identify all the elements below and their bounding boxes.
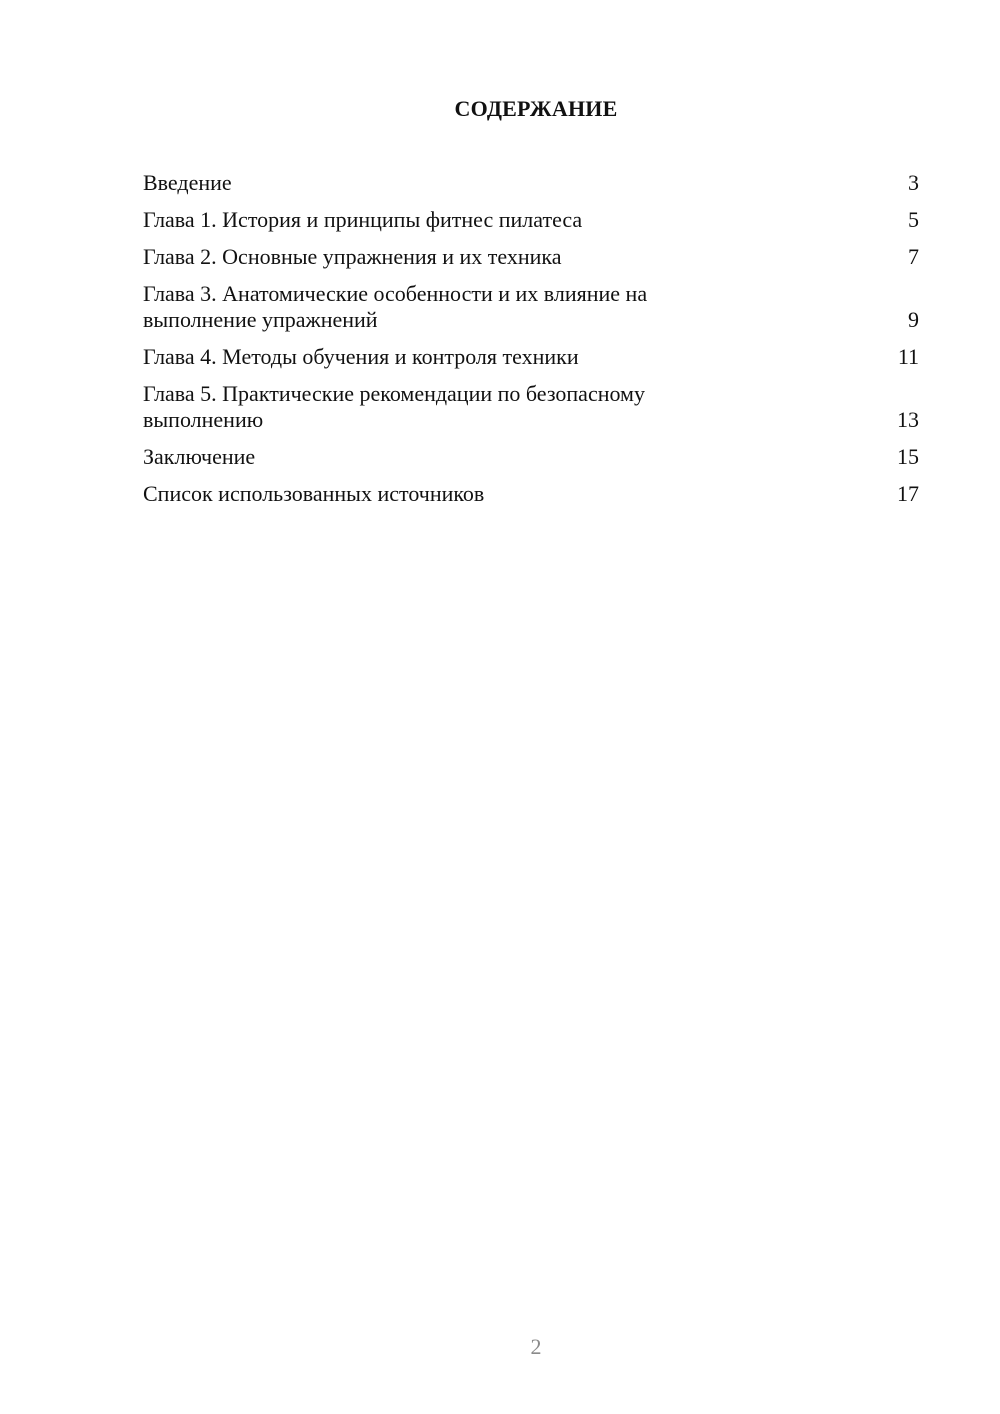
- toc-entry-title: Глава 1. История и принципы фитнес пилатеса: [143, 207, 583, 232]
- toc-entry-chapter-1[interactable]: [143, 207, 919, 233]
- toc-entry-page: 7: [908, 244, 919, 269]
- toc-entry-page: 13: [897, 407, 919, 432]
- toc-entry-page: 5: [908, 207, 919, 232]
- toc-entry-title: Глава 3. Анатомические особенности и их влияние на выполнение упражнений: [143, 281, 648, 332]
- toc-entry-page: 9: [908, 307, 919, 332]
- toc-entry-title: Введение: [143, 170, 232, 195]
- toc-entry-title: Глава 4. Методы обучения и контроля техники: [143, 344, 579, 369]
- toc-entry-page: 3: [908, 170, 919, 195]
- page-number: 2: [530, 1334, 542, 1359]
- page-title: СОДЕРЖАНИЕ: [454, 96, 618, 121]
- toc-entry-page: 15: [897, 444, 919, 469]
- toc-entry-title: Заключение: [143, 444, 256, 469]
- toc-entry-page: 17: [897, 481, 919, 506]
- toc-entry-title: Список использованных источников: [143, 481, 485, 506]
- toc-entry-chapter-3[interactable]: [143, 281, 919, 333]
- toc-entry-chapter-2[interactable]: [143, 244, 919, 270]
- toc-entry-conclusion[interactable]: [143, 444, 919, 470]
- toc-entry-chapter-5[interactable]: [143, 381, 919, 433]
- toc-entry-introduction[interactable]: [143, 170, 919, 196]
- toc-entry-chapter-4[interactable]: [143, 344, 919, 370]
- table-of-contents: [143, 170, 919, 518]
- toc-entry-references[interactable]: [143, 481, 919, 507]
- toc-entry-title: Глава 2. Основные упражнения и их техника: [143, 244, 562, 269]
- toc-entry-title: Глава 5. Практические рекомендации по безопасному выполнению: [143, 381, 645, 432]
- toc-entry-page: 11: [897, 344, 919, 369]
